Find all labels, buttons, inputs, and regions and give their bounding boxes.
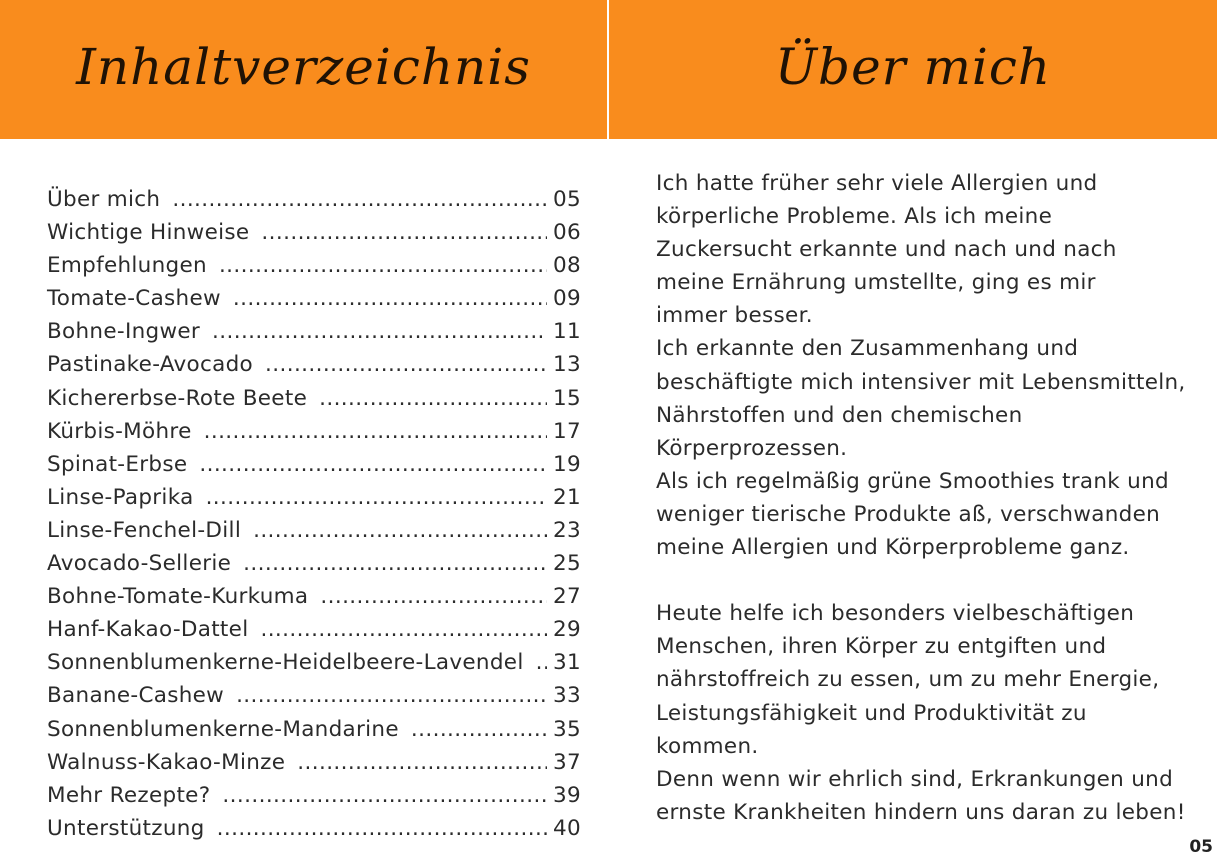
toc-entry-title: Wichtige Hinweise (47, 220, 250, 246)
toc-entry-page: 06 (553, 220, 581, 246)
toc-dot-leader (217, 812, 547, 845)
about-text-line: körperliche Probleme. Als ich meine (656, 204, 1053, 230)
about-text-line: weniger tierische Produkte aß, verschwanden (656, 501, 1161, 527)
toc-entry[interactable] (47, 382, 581, 415)
toc-entry[interactable] (47, 779, 581, 812)
toc-entry[interactable] (47, 481, 581, 514)
about-text-line: ernste Krankheiten hindern uns daran zu leben! (656, 799, 1186, 825)
about-text-line: Menschen, ihren Körper zu entgiften und (656, 634, 1107, 660)
toc-entry-page: 27 (553, 584, 581, 610)
toc-dot-leader (236, 679, 547, 712)
toc-entry[interactable] (47, 183, 581, 216)
toc-dot-leader (219, 249, 547, 282)
toc-entry-page: 21 (553, 484, 581, 510)
toc-dot-leader (320, 580, 547, 613)
toc-dot-leader (172, 183, 547, 216)
toc-entry[interactable] (47, 613, 581, 646)
about-text-line: kommen. (656, 733, 759, 759)
toc-entry[interactable] (47, 547, 581, 580)
about-text-line: Nährstoffen und den chemischen (656, 402, 1023, 428)
about-text-line: meine Allergien und Körperprobleme ganz. (656, 535, 1130, 561)
toc-entry-title: Avocado-Sellerie (47, 551, 232, 577)
toc-entry-title: Linse-Fenchel-Dill (47, 517, 242, 543)
toc-entry[interactable] (47, 713, 581, 746)
toc-entry-title: Empfehlungen (47, 253, 207, 279)
toc-dot-leader (297, 746, 547, 779)
toc-entry[interactable] (47, 646, 581, 679)
toc-entry-title: Banane-Cashew (47, 683, 225, 709)
toc-dot-leader (199, 448, 547, 481)
toc-entry-page: 15 (553, 385, 581, 411)
toc-entry-page: 33 (553, 683, 581, 709)
about-text (656, 167, 1196, 829)
toc-entry-title: Tomate-Cashew (47, 286, 221, 312)
toc-entry[interactable] (47, 315, 581, 348)
about-text-line: nährstoffreich zu essen, um zu mehr Energie, (656, 667, 1160, 693)
toc-entry-page: 31 (553, 650, 581, 676)
toc-entry[interactable] (47, 348, 581, 381)
toc-entry-page: 09 (553, 286, 581, 312)
toc-entry-page: 39 (553, 782, 581, 808)
toc-entry-page: 40 (553, 815, 581, 841)
about-text-line: meine Ernährung umstellte, ging es mir (656, 270, 1096, 296)
toc-entry-title: Sonnenblumenkerne-Mandarine (47, 716, 399, 742)
toc-entry[interactable] (47, 812, 581, 845)
toc-entry[interactable] (47, 514, 581, 547)
toc-dot-leader (243, 547, 547, 580)
about-text-line: Denn wenn wir ehrlich sind, Erkrankungen und (656, 766, 1174, 792)
toc-dot-leader (411, 713, 547, 746)
toc-entry-title: Linse-Paprika (47, 484, 194, 510)
toc-entry-page: 23 (553, 517, 581, 543)
toc-entry-title: Walnuss-Kakao-Minze (47, 749, 286, 775)
toc-dot-leader (265, 348, 547, 381)
toc-dot-leader (261, 216, 547, 249)
toc-entry-title: Spinat-Erbse (47, 451, 188, 477)
toc-entry-title: Sonnenblumenkerne-Heidelbeere-Lavendel (47, 650, 524, 676)
toc-entry-title: Unterstützung (47, 815, 205, 841)
toc-dot-leader (233, 282, 547, 315)
toc-dot-leader (212, 315, 547, 348)
page-number: 05 (1189, 837, 1213, 857)
toc-entry-title: Hanf-Kakao-Dattel (47, 617, 249, 643)
toc-entry[interactable] (47, 746, 581, 779)
about-text-line: Körperprozessen. (656, 435, 848, 461)
toc-entry[interactable] (47, 249, 581, 282)
table-of-contents (47, 183, 581, 845)
toc-entry-page: 08 (553, 253, 581, 279)
toc-entry-title: Bohne-Ingwer (47, 319, 201, 345)
about-heading: Über mich (774, 37, 1052, 96)
toc-header (0, 0, 607, 139)
toc-entry[interactable] (47, 448, 581, 481)
toc-entry-title: Kichererbse-Rote Beete (47, 385, 308, 411)
about-text-line: beschäftigte mich intensiver mit Lebensmitteln, (656, 369, 1186, 395)
toc-entry-title: Über mich (47, 187, 161, 212)
about-text-line: Leistungsfähigkeit und Produktivität zu (656, 700, 1087, 726)
toc-dot-leader (536, 646, 547, 679)
toc-heading: Inhaltverzeichnis (76, 37, 531, 96)
about-header (609, 0, 1217, 139)
about-text-line: immer besser. (656, 303, 813, 329)
toc-entry-page: 19 (553, 451, 581, 477)
paragraph-gap (656, 564, 1196, 597)
toc-entry[interactable] (47, 580, 581, 613)
toc-entry-page: 35 (553, 716, 581, 742)
toc-entry-page: 17 (553, 418, 581, 444)
toc-dot-leader (204, 415, 547, 448)
toc-entry-title: Kürbis-Möhre (47, 418, 192, 444)
about-text-line: Zuckersucht erkannte und nach und nach (656, 237, 1117, 263)
toc-entry[interactable] (47, 415, 581, 448)
toc-entry[interactable] (47, 679, 581, 712)
toc-entry-page: 25 (553, 551, 581, 577)
toc-dot-leader (253, 514, 547, 547)
toc-entry[interactable] (47, 216, 581, 249)
toc-entry-title: Pastinake-Avocado (47, 352, 254, 378)
toc-dot-leader (319, 382, 547, 415)
about-text-line: Als ich regelmäßig grüne Smoothies trank und (656, 468, 1169, 494)
toc-dot-leader (206, 481, 547, 514)
toc-entry-page: 37 (553, 749, 581, 775)
toc-entry[interactable] (47, 282, 581, 315)
about-text-line: Ich erkannte den Zusammenhang und (656, 336, 1079, 362)
toc-entry-page: 29 (553, 617, 581, 643)
toc-entry-page: 05 (553, 187, 581, 212)
toc-dot-leader (222, 779, 547, 812)
toc-entry-title: Mehr Rezepte? (47, 782, 211, 808)
about-text-line: Heute helfe ich besonders vielbeschäftigen (656, 601, 1135, 627)
toc-entry-page: 13 (553, 352, 581, 378)
toc-entry-page: 11 (553, 319, 581, 345)
toc-entry-title: Bohne-Tomate-Kurkuma (47, 584, 309, 610)
about-text-line: Ich hatte früher sehr viele Allergien und (656, 171, 1098, 196)
toc-dot-leader (260, 613, 547, 646)
